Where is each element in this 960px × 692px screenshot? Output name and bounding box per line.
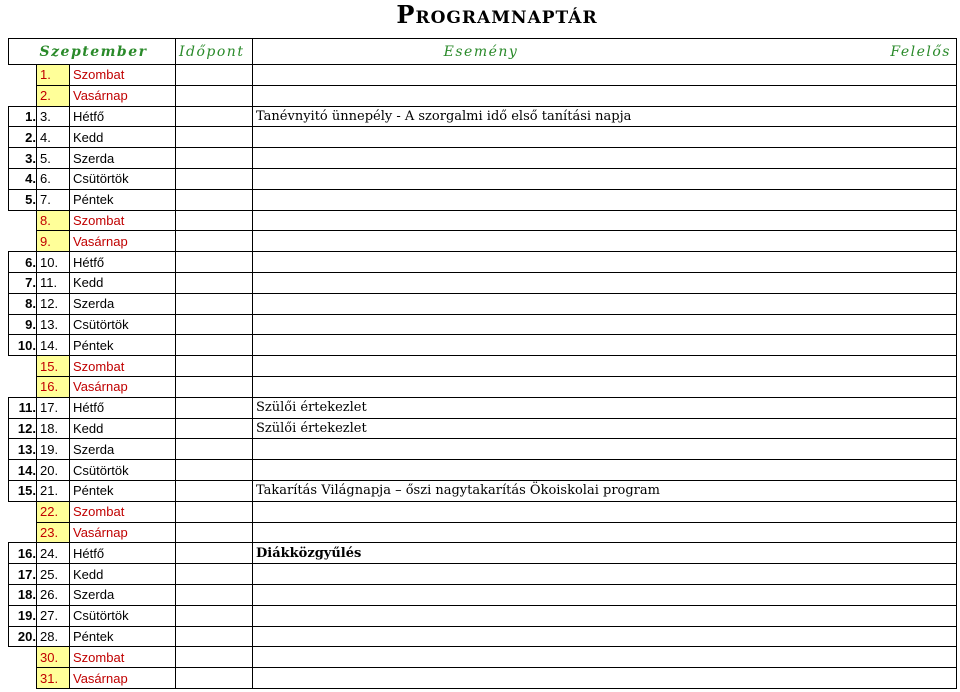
day-name: Péntek bbox=[70, 626, 176, 647]
table-row bbox=[9, 460, 957, 481]
day-name: Szombat bbox=[70, 356, 176, 377]
day-number: 8. bbox=[37, 210, 70, 231]
row-number bbox=[9, 647, 37, 668]
day-name: Szerda bbox=[70, 584, 176, 605]
event-cell: Takarítás Világnapja – őszi nagytakarítás Ökoiskolai program bbox=[253, 480, 957, 501]
table-row bbox=[9, 252, 957, 273]
day-number: 17. bbox=[37, 397, 70, 418]
event-cell bbox=[253, 460, 957, 481]
day-number: 16. bbox=[37, 376, 70, 397]
row-number: 5. bbox=[9, 189, 37, 210]
day-number: 22. bbox=[37, 501, 70, 522]
table-row bbox=[9, 210, 957, 231]
row-number bbox=[9, 231, 37, 252]
time-cell bbox=[176, 626, 253, 647]
table-row bbox=[9, 65, 957, 86]
time-cell bbox=[176, 314, 253, 335]
table-row bbox=[9, 231, 957, 252]
page-title: Programnaptár bbox=[396, 0, 598, 29]
row-number: 14. bbox=[9, 460, 37, 481]
event-cell bbox=[253, 272, 957, 293]
day-number: 30. bbox=[37, 647, 70, 668]
day-number: 18. bbox=[37, 418, 70, 439]
row-number: 11. bbox=[9, 397, 37, 418]
time-cell bbox=[176, 252, 253, 273]
table-row bbox=[9, 605, 957, 626]
row-number: 18. bbox=[9, 584, 37, 605]
table-row bbox=[9, 480, 957, 501]
event-cell bbox=[253, 376, 957, 397]
day-number: 3. bbox=[37, 106, 70, 127]
row-number bbox=[9, 668, 37, 689]
day-name: Vasárnap bbox=[70, 85, 176, 106]
table-row bbox=[9, 668, 957, 689]
table-row bbox=[9, 376, 957, 397]
event-cell bbox=[253, 148, 957, 169]
header-event: Esemény bbox=[443, 43, 519, 60]
time-cell bbox=[176, 356, 253, 377]
header-row bbox=[9, 39, 957, 65]
day-number: 25. bbox=[37, 564, 70, 585]
time-cell bbox=[176, 439, 253, 460]
day-number: 12. bbox=[37, 293, 70, 314]
day-name: Hétfő bbox=[70, 106, 176, 127]
header-month: Szeptember bbox=[9, 39, 176, 65]
day-number: 28. bbox=[37, 626, 70, 647]
day-number: 1. bbox=[37, 65, 70, 86]
row-number: 3. bbox=[9, 148, 37, 169]
time-cell bbox=[176, 543, 253, 564]
day-name: Szombat bbox=[70, 65, 176, 86]
day-name: Péntek bbox=[70, 335, 176, 356]
program-calendar-table bbox=[8, 38, 957, 689]
time-cell bbox=[176, 127, 253, 148]
table-row bbox=[9, 189, 957, 210]
table-row bbox=[9, 522, 957, 543]
row-number bbox=[9, 356, 37, 377]
time-cell bbox=[176, 480, 253, 501]
time-cell bbox=[176, 272, 253, 293]
day-number: 4. bbox=[37, 127, 70, 148]
day-number: 15. bbox=[37, 356, 70, 377]
row-number bbox=[9, 65, 37, 86]
day-name: Péntek bbox=[70, 189, 176, 210]
day-number: 14. bbox=[37, 335, 70, 356]
row-number: 20. bbox=[9, 626, 37, 647]
row-number bbox=[9, 501, 37, 522]
day-number: 7. bbox=[37, 189, 70, 210]
day-name: Szombat bbox=[70, 501, 176, 522]
day-number: 2. bbox=[37, 85, 70, 106]
day-number: 31. bbox=[37, 668, 70, 689]
day-number: 21. bbox=[37, 480, 70, 501]
day-name: Csütörtök bbox=[70, 314, 176, 335]
row-number: 19. bbox=[9, 605, 37, 626]
event-cell bbox=[253, 647, 957, 668]
time-cell bbox=[176, 584, 253, 605]
table-row bbox=[9, 647, 957, 668]
time-cell bbox=[176, 418, 253, 439]
day-number: 27. bbox=[37, 605, 70, 626]
event-cell: Szülői értekezlet bbox=[253, 418, 957, 439]
table-row bbox=[9, 168, 957, 189]
time-cell bbox=[176, 231, 253, 252]
time-cell bbox=[176, 148, 253, 169]
table-row bbox=[9, 293, 957, 314]
row-number: 9. bbox=[9, 314, 37, 335]
row-number: 10. bbox=[9, 335, 37, 356]
day-name: Kedd bbox=[70, 418, 176, 439]
time-cell bbox=[176, 501, 253, 522]
table-row bbox=[9, 626, 957, 647]
time-cell bbox=[176, 605, 253, 626]
event-cell bbox=[253, 522, 957, 543]
day-name: Szombat bbox=[70, 647, 176, 668]
day-name: Vasárnap bbox=[70, 668, 176, 689]
table-row bbox=[9, 106, 957, 127]
day-number: 20. bbox=[37, 460, 70, 481]
day-name: Szombat bbox=[70, 210, 176, 231]
time-cell bbox=[176, 189, 253, 210]
day-name: Csütörtök bbox=[70, 460, 176, 481]
time-cell bbox=[176, 460, 253, 481]
header-time: Időpont bbox=[176, 39, 253, 65]
row-number: 7. bbox=[9, 272, 37, 293]
row-number: 4. bbox=[9, 168, 37, 189]
row-number: 1. bbox=[9, 106, 37, 127]
event-cell bbox=[253, 189, 957, 210]
row-number bbox=[9, 85, 37, 106]
event-cell bbox=[253, 356, 957, 377]
event-cell bbox=[253, 252, 957, 273]
event-cell: Diákközgyűlés bbox=[253, 543, 957, 564]
event-cell bbox=[253, 668, 957, 689]
event-cell bbox=[253, 127, 957, 148]
event-cell bbox=[253, 210, 957, 231]
time-cell bbox=[176, 397, 253, 418]
table-row bbox=[9, 584, 957, 605]
day-number: 5. bbox=[37, 148, 70, 169]
row-number: 15. bbox=[9, 480, 37, 501]
day-name: Vasárnap bbox=[70, 376, 176, 397]
day-name: Szerda bbox=[70, 148, 176, 169]
day-number: 19. bbox=[37, 439, 70, 460]
table-row bbox=[9, 148, 957, 169]
table-row bbox=[9, 85, 957, 106]
table-row bbox=[9, 314, 957, 335]
day-name: Csütörtök bbox=[70, 168, 176, 189]
table-row bbox=[9, 418, 957, 439]
day-name: Hétfő bbox=[70, 252, 176, 273]
event-cell bbox=[253, 584, 957, 605]
day-name: Péntek bbox=[70, 480, 176, 501]
day-name: Kedd bbox=[70, 127, 176, 148]
day-number: 10. bbox=[37, 252, 70, 273]
table-row bbox=[9, 439, 957, 460]
day-number: 9. bbox=[37, 231, 70, 252]
row-number: 12. bbox=[9, 418, 37, 439]
row-number: 6. bbox=[9, 252, 37, 273]
day-name: Szerda bbox=[70, 293, 176, 314]
event-cell: Szülői értekezlet bbox=[253, 397, 957, 418]
day-name: Szerda bbox=[70, 439, 176, 460]
day-name: Hétfő bbox=[70, 397, 176, 418]
day-number: 6. bbox=[37, 168, 70, 189]
row-number: 17. bbox=[9, 564, 37, 585]
event-cell: Tanévnyitó ünnepély - A szorgalmi idő első tanítási napja bbox=[253, 106, 957, 127]
time-cell bbox=[176, 85, 253, 106]
event-cell bbox=[253, 65, 957, 86]
row-number: 16. bbox=[9, 543, 37, 564]
time-cell bbox=[176, 564, 253, 585]
time-cell bbox=[176, 168, 253, 189]
event-cell bbox=[253, 85, 957, 106]
table-row bbox=[9, 501, 957, 522]
day-number: 24. bbox=[37, 543, 70, 564]
row-number bbox=[9, 522, 37, 543]
day-name: Kedd bbox=[70, 564, 176, 585]
time-cell bbox=[176, 210, 253, 231]
time-cell bbox=[176, 647, 253, 668]
time-cell bbox=[176, 106, 253, 127]
event-cell bbox=[253, 439, 957, 460]
row-number bbox=[9, 376, 37, 397]
event-cell bbox=[253, 293, 957, 314]
event-cell bbox=[253, 168, 957, 189]
day-number: 26. bbox=[37, 584, 70, 605]
table-row bbox=[9, 564, 957, 585]
row-number bbox=[9, 210, 37, 231]
table-row bbox=[9, 335, 957, 356]
time-cell bbox=[176, 376, 253, 397]
time-cell bbox=[176, 335, 253, 356]
header-event-responsible bbox=[253, 39, 957, 65]
time-cell bbox=[176, 65, 253, 86]
table-row bbox=[9, 356, 957, 377]
table-row bbox=[9, 127, 957, 148]
header-responsible: Felelős bbox=[890, 43, 951, 60]
event-cell bbox=[253, 335, 957, 356]
table-row bbox=[9, 543, 957, 564]
table-row bbox=[9, 272, 957, 293]
event-cell bbox=[253, 626, 957, 647]
row-number: 8. bbox=[9, 293, 37, 314]
event-cell bbox=[253, 564, 957, 585]
day-number: 23. bbox=[37, 522, 70, 543]
table-row bbox=[9, 397, 957, 418]
event-cell bbox=[253, 605, 957, 626]
row-number: 13. bbox=[9, 439, 37, 460]
day-number: 11. bbox=[37, 272, 70, 293]
time-cell bbox=[176, 668, 253, 689]
day-name: Kedd bbox=[70, 272, 176, 293]
event-cell bbox=[253, 231, 957, 252]
day-name: Vasárnap bbox=[70, 522, 176, 543]
time-cell bbox=[176, 293, 253, 314]
event-cell bbox=[253, 314, 957, 335]
day-number: 13. bbox=[37, 314, 70, 335]
day-name: Vasárnap bbox=[70, 231, 176, 252]
day-name: Csütörtök bbox=[70, 605, 176, 626]
day-name: Hétfő bbox=[70, 543, 176, 564]
row-number: 2. bbox=[9, 127, 37, 148]
event-cell bbox=[253, 501, 957, 522]
time-cell bbox=[176, 522, 253, 543]
